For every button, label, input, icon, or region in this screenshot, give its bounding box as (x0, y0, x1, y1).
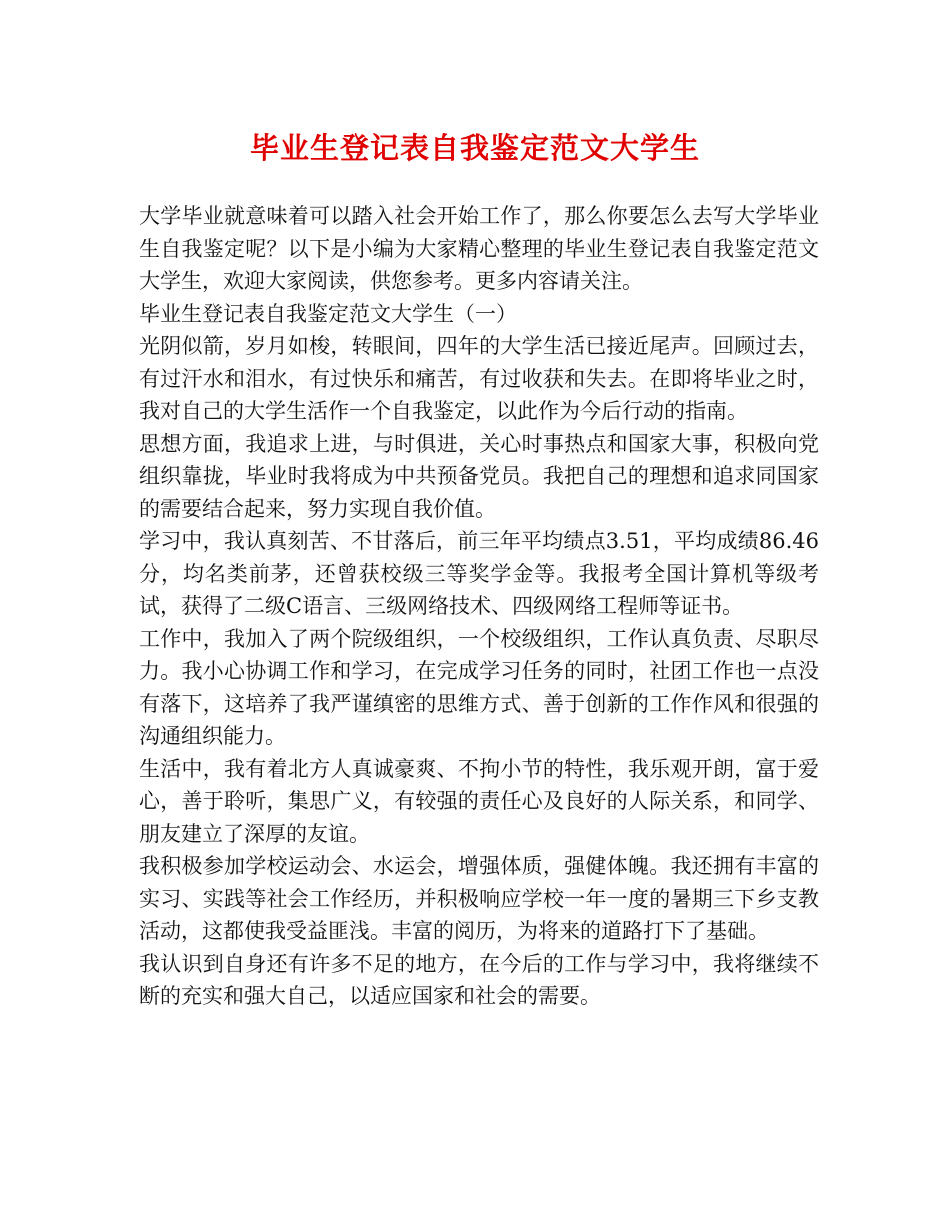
document-title: 毕业生登记表自我鉴定范文大学生 (249, 131, 700, 165)
paragraph-life: 生活中，我有着北方人真诚豪爽、不拘小节的特性，我乐观开朗，富于爱心，善于聆听，集思广义，有较强的责任心及良好的人际关系，和同学、朋友建立了深厚的友谊。 (139, 756, 819, 846)
paragraph-activities: 我积极参加学校运动会、水运会，增强体质，强健体魄。我还拥有丰富的实习、实践等社会工作经历，并积极响应学校一年一度的暑期三下乡支教活动，这都使我受益匪浅。丰富的阅历，为将来的道路打下了基础。 (139, 854, 819, 943)
paragraph-conclusion: 我认识到自身还有许多不足的地方，在今后的工作与学习中，我将继续不断的充实和强大自己，以适应国家和社会的需要。 (139, 951, 819, 1008)
paragraph-study: 学习中，我认真刻苦、不甘落后，前三年平均绩点3.51，平均成绩86.46分，均名类前茅，还曾获校级三等奖学金等。我报考全国计算机等级考试，获得了二级C语言、三级网络技术、四级网络工程师等证书。 (139, 529, 819, 618)
document-body (139, 200, 819, 1013)
paragraph-overview: 光阴似箭，岁月如梭，转眼间，四年的大学生活已接近尾声。回顾过去，有过汗水和泪水，有过快乐和痛苦，有过收获和失去。在即将毕业之时，我对自己的大学生活作一个自我鉴定，以此作为今后行动的指南。 (139, 334, 819, 423)
paragraph-thought: 思想方面，我追求上进，与时俱进，关心时事热点和国家大事，积极向党组织靠拢，毕业时我将成为中共预备党员。我把自己的理想和追求同国家的需要结合起来，努力实现自我价值。 (139, 431, 819, 521)
paragraph-work: 工作中，我加入了两个院级组织，一个校级组织，工作认真负责、尽职尽力。我小心协调工作和学习，在完成学习任务的同时，社团工作也一点没有落下，这培养了我严谨缜密的思维方式、善于创新的工作作风和很强的沟通组织能力。 (139, 626, 819, 748)
section-heading: 毕业生登记表自我鉴定范文大学生（一） (139, 301, 517, 326)
paragraph-intro: 大学毕业就意味着可以踏入社会开始工作了，那么你要怎么去写大学毕业生自我鉴定呢？以下是小编为大家精心整理的毕业生登记表自我鉴定范文大学生，欢迎大家阅读，供您参考。更多内容请关注。 (139, 204, 819, 293)
